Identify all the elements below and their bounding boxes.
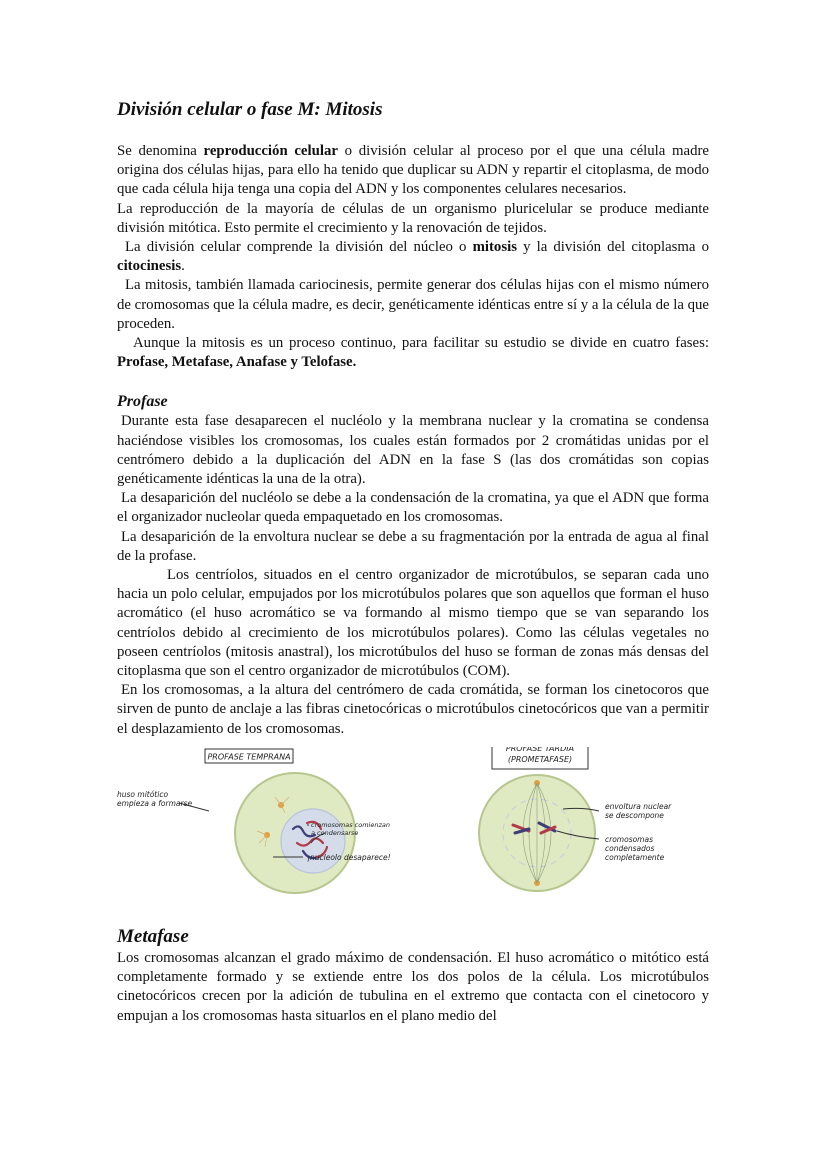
page-title: División celular o fase M: Mitosis <box>117 99 383 120</box>
late-prophase-label: PROFASE TARDÍA <box>505 746 575 753</box>
early-prophase-label: PROFASE TEMPRANA <box>207 752 291 762</box>
text-run: Se denomina <box>117 143 204 159</box>
bold-term: citocinesis <box>117 258 182 275</box>
profase-figure <box>117 747 709 919</box>
metafase-paragraph-1: Los cromosomas alcanzan el grado máximo de condensación. El huso acromático o mitótico está completamente formado y se extiende entre los dos polos de la célula. Los microtúbulos cinetocóricos crecen por la adición de tubulina en el extremo que contacta con el cinetocoro y empujan a los cromosomas hasta situarlos en el plano medio del <box>117 949 709 1024</box>
text-run: o división celular al proceso por el que una célula madre origina dos células hijas, para ello ha tenido que duplicar su ADN y repartir el citoplasma, de modo que cada célula hija tenga una copia del ADN y los componentes celulares necesarios. <box>117 143 709 198</box>
document-page <box>117 98 709 1026</box>
early-prophase-diagram <box>117 749 391 893</box>
late-prophase-diagram <box>479 747 672 891</box>
bold-term: mitosis <box>472 239 517 256</box>
intro-paragraph-3 <box>117 238 709 276</box>
profase-paragraph-5: En los cromosomas, a la altura del centrómero de cada cromátida, se forman los cinetocoros que sirven de punto de anclaje a las fibras cinetocóricas o microtúbulos cinetocóricos que van a permitir el desplazamiento de los cromosomas. <box>117 682 709 737</box>
text-run: Aunque la mitosis es un proceso continuo, para facilitar su estudio se divide en cuatro fases: <box>133 335 709 352</box>
annotation: completamente <box>605 852 665 862</box>
profase-paragraph-1: Durante esta fase desaparecen el nucléolo y la membrana nuclear y la cromatina se condensa haciéndose visibles los cromosomas, los cuales están formados por 2 cromátidas unidas por el centrómero debido a la duplicación del ADN en la fase S (las dos cromátidas son copias genéticamente idénticas la una de la otra). <box>117 413 709 488</box>
text-run: y la división del citoplasma o <box>516 239 709 256</box>
annotation: se descompone <box>605 810 664 820</box>
text-run: . <box>181 258 185 275</box>
annotation: cromosomas comienzan <box>311 820 390 829</box>
annotation: empieza a formarse <box>117 798 193 808</box>
late-prophase-label: (PROMETAFASE) <box>507 754 573 764</box>
intro-paragraph-5 <box>117 334 709 372</box>
intro-paragraph-2: La reproducción de la mayoría de células de un organismo pluricelular se produce mediante división mitótica. Esto permite el crecimiento y la renovación de tejidos. <box>117 200 709 236</box>
profase-paragraph-4: Los centríolos, situados en el centro organizador de microtúbulos, se separan cada uno hacia un polo celular, empujados por los microtúbulos polares que son aquellos que forman el huso acromático (el huso acromático se va formando al mismo tiempo que se van separando los centríolos debido al crecimiento de los microtúbulos polares). Como las células vegetales no poseen centríolos (mitosis anastral), los microtúbulos del huso se forman de zonas más densas del citoplasma que son el centro organizador de microtúbulos (COM). <box>117 567 709 680</box>
intro-paragraph-1 <box>117 142 709 200</box>
profase-heading: Profase <box>117 393 168 411</box>
profase-illustration <box>117 747 709 919</box>
annotation: huso mitótico <box>117 789 169 799</box>
bold-term: Profase, Metafase, Anafase y Telofase. <box>117 354 357 371</box>
annotation: condensados <box>605 843 655 853</box>
annotation: cromosomas <box>605 834 653 844</box>
annotation: a condensarse <box>311 828 359 837</box>
metafase-heading: Metafase <box>117 925 189 947</box>
annotation: envoltura nuclear <box>605 801 672 811</box>
annotation: ¡nucleolo desaparece! <box>307 852 391 862</box>
bold-term: reproducción celular <box>203 143 338 159</box>
intro-paragraph-4: La mitosis, también llamada cariocinesis, permite generar dos células hijas con el mismo número de cromosomas que la célula madre, es decir, genéticamente idénticas entre sí y a la célula de la que proceden. <box>117 277 709 332</box>
profase-paragraph-3: La desaparición de la envoltura nuclear se debe a su fragmentación por la entrada de agua al final de la profase. <box>117 528 709 564</box>
text-run: La división celular comprende la división del núcleo o <box>125 239 473 256</box>
profase-paragraph-2: La desaparición del nucléolo se debe a la condensación de la cromatina, ya que el ADN que forma el organizador nucleolar queda empaquetado en los cromosomas. <box>117 490 709 526</box>
